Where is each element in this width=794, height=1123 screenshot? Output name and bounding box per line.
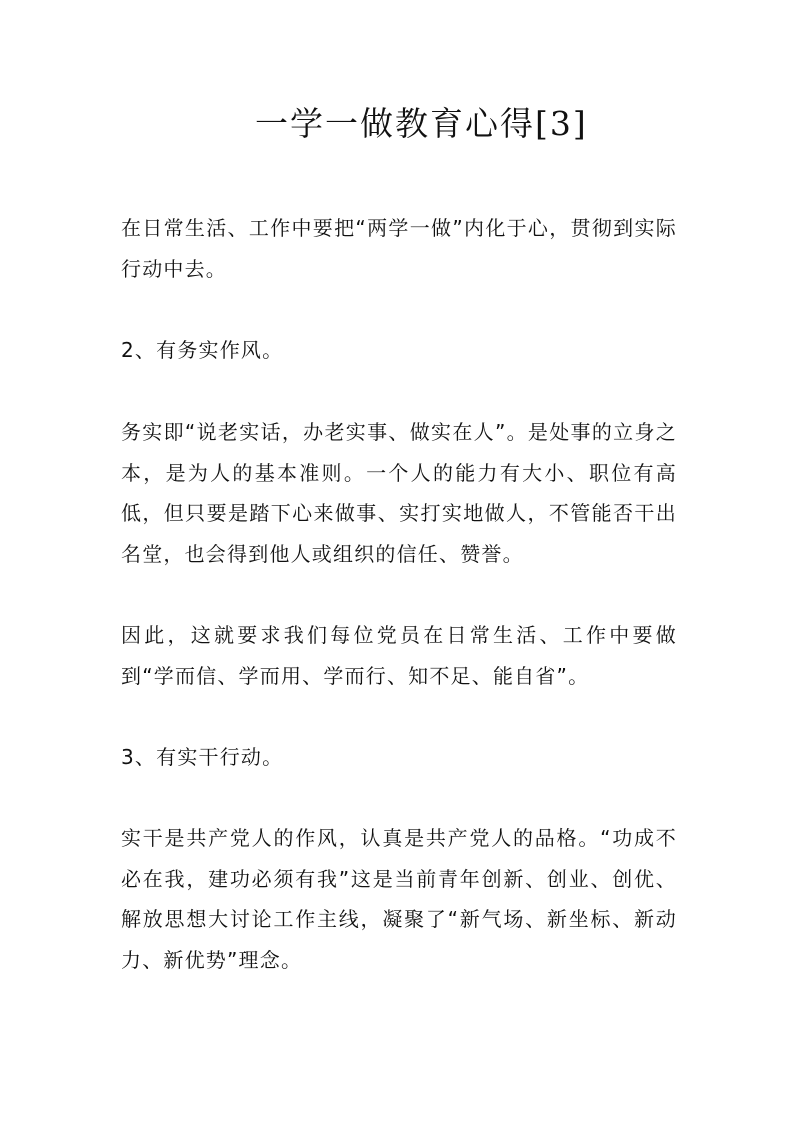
section-heading-2: 2、有务实作风。	[121, 338, 284, 362]
paragraph-4: 实干是共产党人的作风，认真是共产党人的品格。“功成不必在我，建功必须有我”这是当前青年创新、创业、创优、解放思想大讨论工作主线，凝聚了“新气场、新坐标、新动力、新优势”理念。	[121, 826, 677, 972]
paragraph-1: 在日常生活、工作中要把“两学一做”内化于心，贯彻到实际行动中去。	[121, 216, 677, 281]
paragraph-3: 因此，这就要求我们每位党员在日常生活、工作中要做到“学而信、学而用、学而行、知不足、能自省”。	[121, 623, 677, 688]
paragraph-2: 务实即“说老实话，办老实事、做实在人”。是处事的立身之本，是为人的基本准则。一个人的能力有大小、职位有高低，但只要是踏下心来做事、实打实地做人，不管能否干出名堂，也会得到他人或组织的信任、赞誉。	[121, 420, 677, 566]
document-title: 一学一做教育心得[3]	[255, 104, 588, 143]
section-heading-3: 3、有实干行动。	[121, 745, 284, 769]
